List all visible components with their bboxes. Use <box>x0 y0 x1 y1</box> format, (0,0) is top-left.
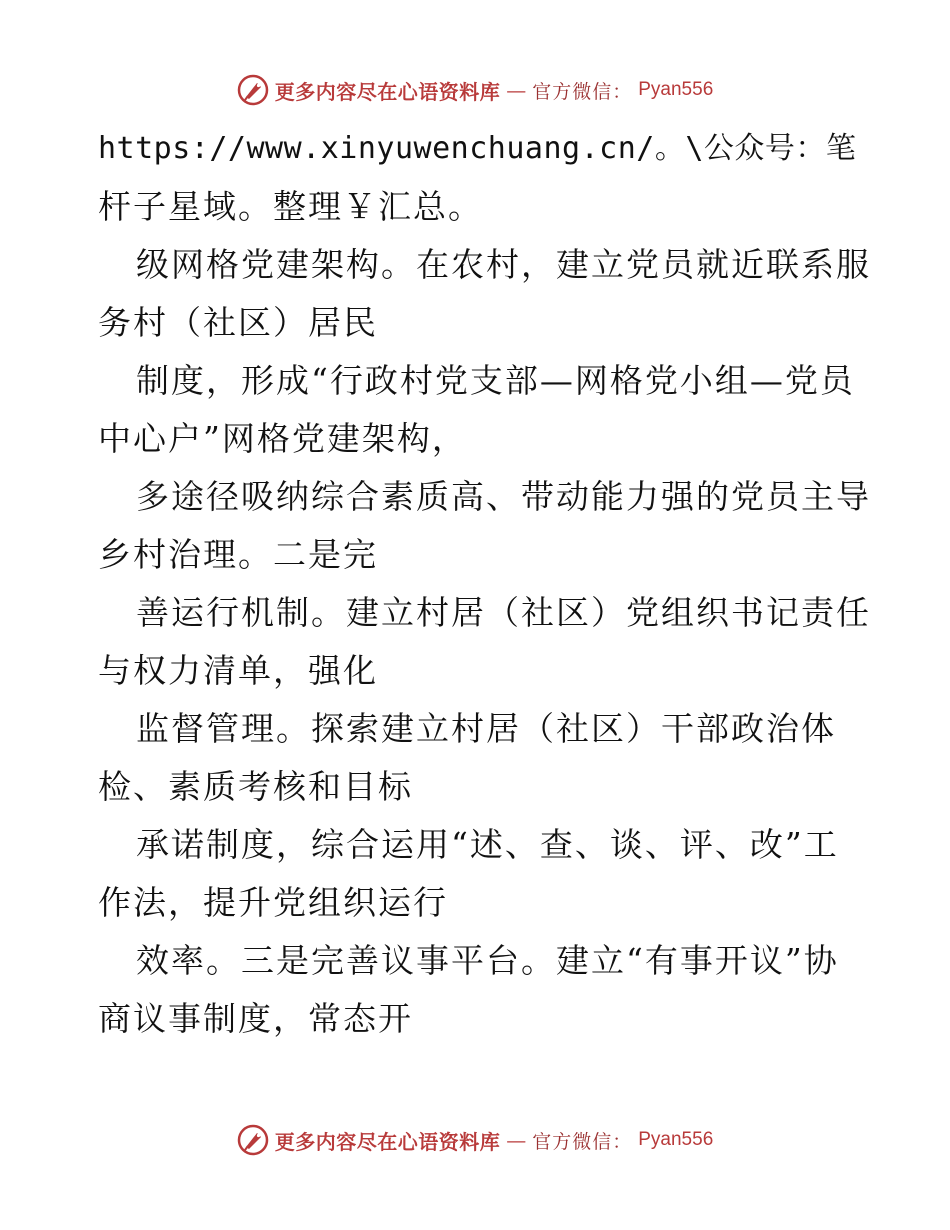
body-text <box>98 120 871 1048</box>
text-line-3: 级网格党建架构。在农村，建立党员就近联系服 <box>136 245 871 284</box>
text-line-2: 杆子星域。整理￥汇总。 <box>98 187 483 226</box>
pen-nib-logo-icon <box>237 74 269 106</box>
text-line-15: 效率。三是完善议事平台。建立“有事开议”协 <box>136 941 839 980</box>
text-line-11: 监督管理。探索建立村居（社区）干部政治体 <box>136 709 836 748</box>
text-line-8: 乡村治理。二是完 <box>98 535 378 574</box>
text-line-7: 多途径吸纳综合素质高、带动能力强的党员主导 <box>136 477 871 516</box>
text-line-4: 务村（社区）居民 <box>98 303 378 342</box>
text-line-12: 检、素质考核和目标 <box>98 767 413 806</box>
header-banner <box>0 70 950 110</box>
text-line-6: 中心户”网格党建架构， <box>98 419 467 458</box>
banner-main-text: 更多内容尽在心语资料库 <box>274 79 501 104</box>
text-line-9: 善运行机制。建立村居（社区）党组织书记责任 <box>136 593 871 632</box>
banner-wechat-label: 官方微信： <box>532 80 633 103</box>
footer-wechat-id: Pyan556 <box>638 1129 714 1150</box>
text-line-10: 与权力清单，强化 <box>98 651 378 690</box>
text-line-13: 承诺制度，综合运用“述、查、谈、评、改”工 <box>136 825 839 864</box>
text-line-16: 商议事制度，常态开 <box>98 999 413 1038</box>
footer-main-text: 更多内容尽在心语资料库 <box>274 1129 501 1154</box>
footer-banner <box>0 1120 950 1160</box>
banner-dash: — <box>506 78 527 102</box>
footer-wechat-label: 官方微信： <box>532 1130 633 1153</box>
text-line-5: 制度，形成“行政村党支部—网格党小组—党员 <box>136 361 855 400</box>
text-line-14: 作法，提升党组织运行 <box>98 883 448 922</box>
footer-dash: — <box>506 1128 527 1152</box>
banner-wechat-id: Pyan556 <box>638 79 714 100</box>
text-line-1: https://www.xinyuwenchuang.cn/。\公众号：笔 <box>98 131 857 166</box>
pen-nib-logo-icon <box>237 1124 269 1156</box>
